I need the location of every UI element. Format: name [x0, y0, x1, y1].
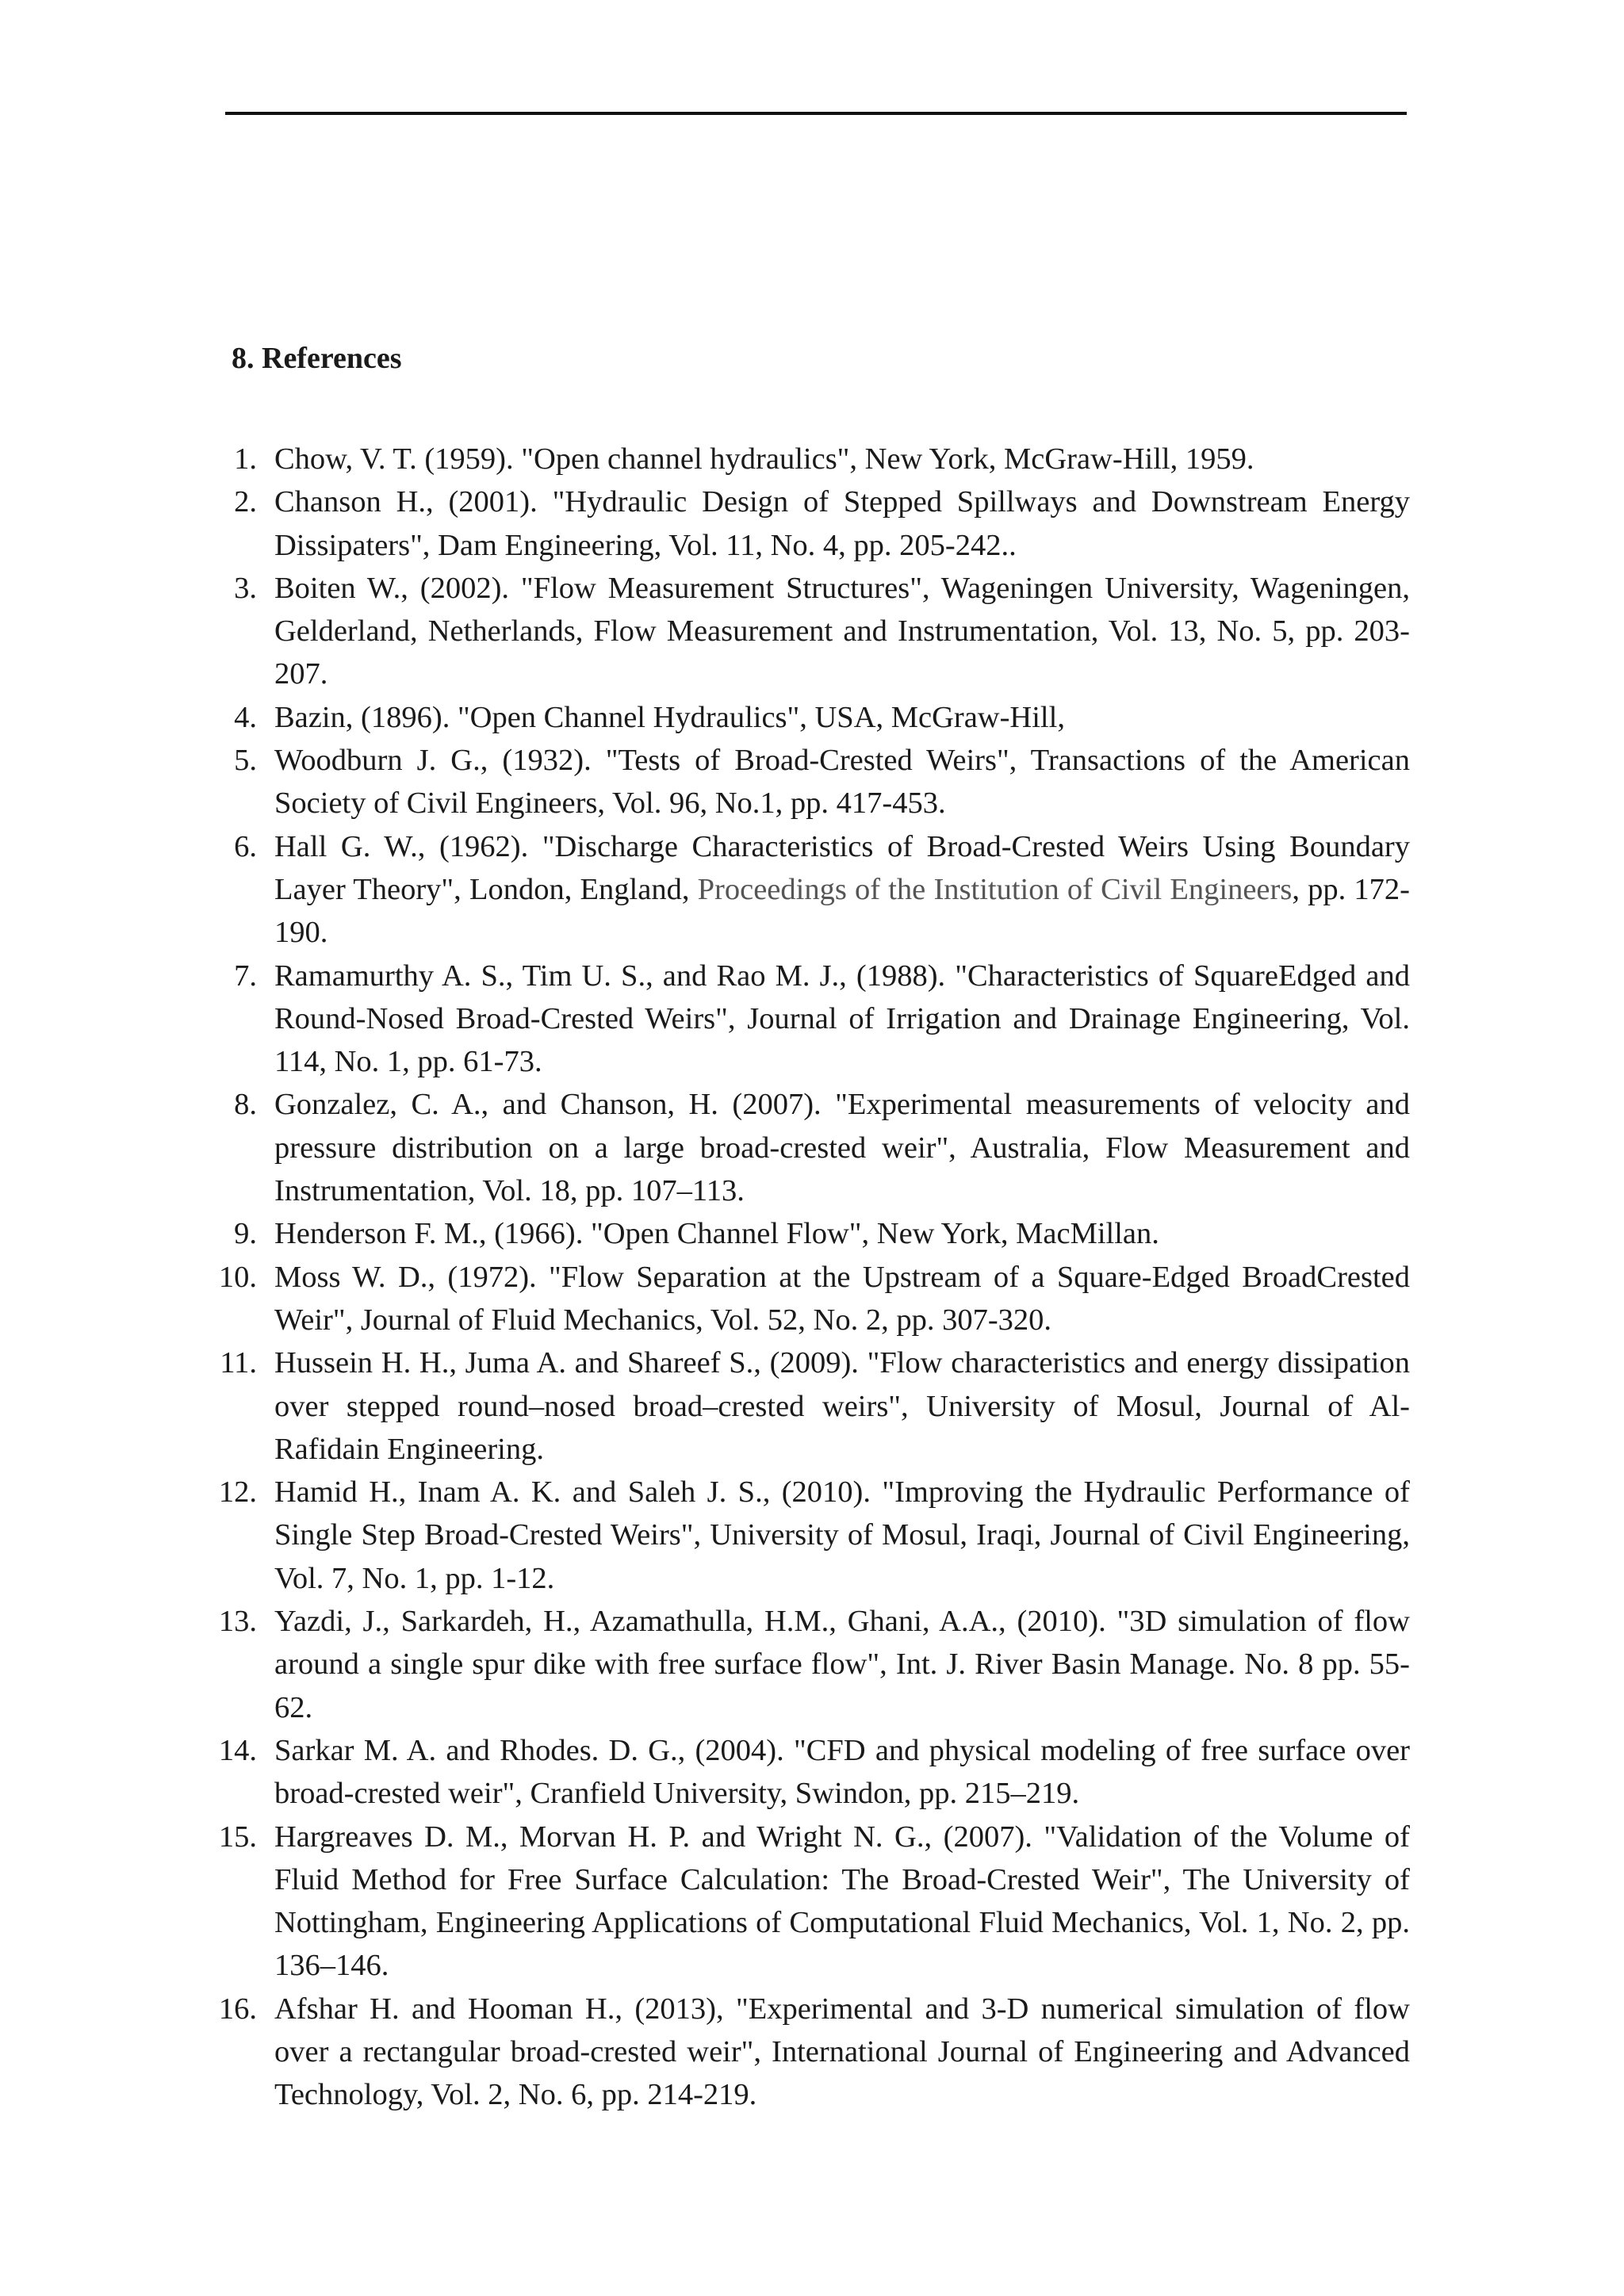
reference-item — [209, 1256, 1410, 1342]
reference-text-segment: Hamid H., Inam A. K. and Saleh J. S., (2010). "Improving the Hydraulic Performance of Single Step Broad-Crested Weirs", University of Mosul, Iraqi, Journal of Civil Engineering, Vol. 7, No. 1, pp. 1-12. — [274, 1475, 1410, 1595]
reference-number: 2. — [234, 485, 257, 519]
reference-number: 1. — [234, 442, 257, 476]
reference-item — [209, 1471, 1410, 1600]
reference-text — [274, 1212, 1410, 1255]
reference-text-segment: Chanson H., (2001). "Hydraulic Design of Stepped Spillways and Downstream Energy Dissipaters", Dam Engineering, Vol. 11, No. 4, pp. 205-242.. — [274, 485, 1410, 562]
reference-number: 11. — [220, 1346, 257, 1380]
reference-text-segment: Afshar H. and Hooman H., (2013), "Experimental and 3-D numerical simulation of flow over a rectangular broad-crested weir", International Journal of Engineering and Advanced Technology, Vol. 2, No. 6, pp. 214-219. — [274, 1992, 1410, 2112]
reference-text-segment: Yazdi, J., Sarkardeh, H., Azamathulla, H.M., Ghani, A.A., (2010). "3D simulation of flow around a single spur dike with free surface flow", Int. J. River Basin Manage. No. 8 pp. 55-62. — [274, 1605, 1410, 1724]
reference-number: 10. — [218, 1260, 257, 1294]
reference-number: 14. — [218, 1733, 257, 1767]
reference-item — [209, 739, 1410, 825]
reference-number: 7. — [234, 959, 257, 993]
reference-text-segment: Sarkar M. A. and Rhodes. D. G., (2004). "CFD and physical modeling of free surface over broad-crested weir", Cranfield University, Swindon, pp. 215–219. — [274, 1733, 1410, 1811]
reference-text-segment: Henderson F. M., (1966). "Open Channel Flow", New York, MacMillan. — [274, 1217, 1159, 1251]
header-rule — [225, 112, 1407, 115]
reference-text-segment: Ramamurthy A. S., Tim U. S., and Rao M. J., (1988). "Characteristics of SquareEdged and Round-Nosed Broad-Crested Weirs", Journal of Irrigation and Drainage Engineering, Vol. 114, No. 1, pp. 61-73. — [274, 959, 1410, 1079]
reference-text-segment: Hussein H. H., Juma A. and Shareef S., (2009). "Flow characteristics and energy dissipation over stepped round–nosed broad–crested weirs", University of Mosul, Journal of Al-Rafidain Engineering. — [274, 1346, 1410, 1466]
reference-source-link-text: Proceedings of the Institution of Civil Engineers — [697, 872, 1293, 906]
reference-text — [274, 1256, 1410, 1342]
reference-text-segment: , pp. 172-190. — [274, 872, 1410, 950]
reference-number: 16. — [218, 1992, 257, 2026]
reference-text-segment: Moss W. D., (1972). "Flow Separation at the Upstream of a Square-Edged BroadCrested Weir", Journal of Fluid Mechanics, Vol. 52, No. 2, pp. 307-320. — [274, 1260, 1410, 1337]
reference-item — [209, 1083, 1410, 1212]
reference-item — [209, 567, 1410, 696]
section-heading: 8. References — [232, 342, 402, 375]
reference-number: 9. — [234, 1217, 257, 1251]
reference-number: 6. — [234, 829, 257, 863]
reference-number: 5. — [234, 744, 257, 778]
reference-text — [274, 955, 1410, 1084]
reference-text — [274, 696, 1410, 739]
reference-text — [274, 1988, 1410, 2117]
reference-text — [274, 438, 1410, 480]
reference-number: 12. — [218, 1475, 257, 1510]
reference-text-segment: Hargreaves D. M., Morvan H. P. and Wright N. G., (2007). "Validation of the Volume of Fluid Method for Free Surface Calculation: The Broad-Crested Weir", The University of Nottingham, Engineering Applications of Computational Fluid Mechanics, Vol. 1, No. 2, pp. 136–146. — [274, 1820, 1410, 1983]
reference-text — [274, 1471, 1410, 1600]
reference-item — [209, 1729, 1410, 1816]
reference-text — [274, 1341, 1410, 1471]
reference-text — [274, 1729, 1410, 1816]
reference-item — [209, 1816, 1410, 1988]
reference-text-segment: Hall G. W., (1962). "Discharge Characteristics of Broad-Crested Weirs Using Boundary Layer Theory", London, England, — [274, 829, 1410, 906]
reference-item — [209, 825, 1410, 955]
reference-text-segment: Gonzalez, C. A., and Chanson, H. (2007). "Experimental measurements of velocity and pressure distribution on a large broad-crested weir", Australia, Flow Measurement and Instrumentation, Vol. 18, pp. 107–113. — [274, 1088, 1410, 1208]
reference-text-segment: Woodburn J. G., (1932). "Tests of Broad-Crested Weirs", Transactions of the American Society of Civil Engineers, Vol. 96, No.1, pp. 417-453. — [274, 744, 1410, 821]
reference-number: 3. — [234, 571, 257, 605]
reference-text — [274, 1600, 1410, 1729]
reference-item — [209, 1988, 1410, 2117]
reference-text — [274, 480, 1410, 567]
reference-text-segment: Boiten W., (2002). "Flow Measurement Structures", Wageningen University, Wageningen, Gelderland, Netherlands, Flow Measurement and Instrumentation, Vol. 13, No. 5, pp. 203-207. — [274, 571, 1410, 691]
reference-text — [274, 739, 1410, 825]
reference-item — [209, 696, 1410, 739]
reference-text — [274, 1816, 1410, 1988]
reference-list — [209, 438, 1410, 2117]
reference-item — [209, 1341, 1410, 1471]
reference-item — [209, 438, 1410, 480]
reference-item — [209, 1212, 1410, 1255]
reference-text-segment: Chow, V. T. (1959). "Open channel hydraulics", New York, McGraw-Hill, 1959. — [274, 442, 1254, 476]
reference-number: 8. — [234, 1088, 257, 1122]
reference-text-segment: Bazin, (1896). "Open Channel Hydraulics", USA, McGraw-Hill, — [274, 700, 1065, 734]
reference-text — [274, 825, 1410, 955]
reference-number: 13. — [218, 1605, 257, 1639]
reference-item — [209, 955, 1410, 1084]
reference-item — [209, 480, 1410, 567]
reference-text — [274, 567, 1410, 696]
reference-item — [209, 1600, 1410, 1729]
reference-number: 15. — [218, 1820, 257, 1854]
reference-text — [274, 1083, 1410, 1212]
reference-number: 4. — [234, 700, 257, 734]
